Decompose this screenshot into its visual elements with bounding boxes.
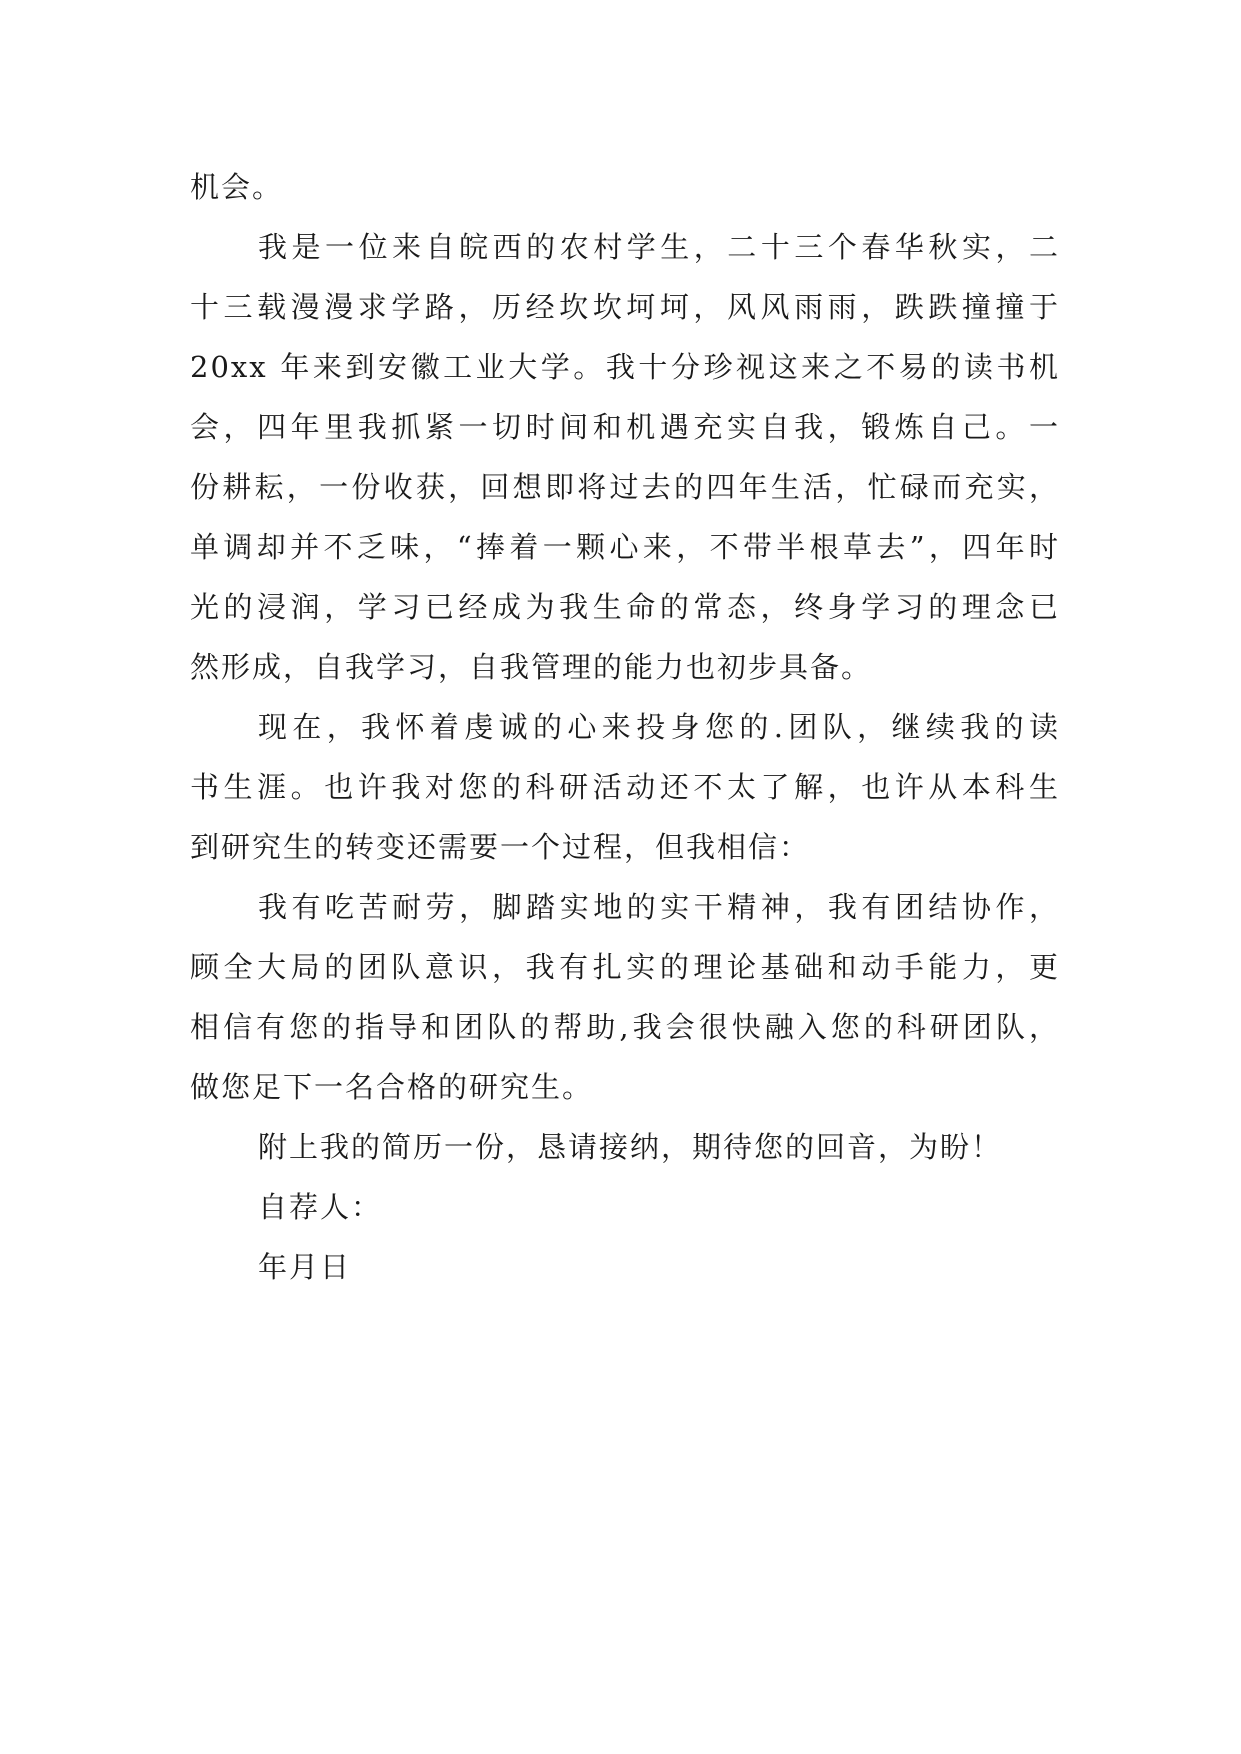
text-line: 机会。: [190, 170, 284, 204]
text-line: 会，四年里我抓紧一切时间和机遇充实自我，锻炼自己。一: [190, 410, 1060, 444]
date-label: 年月日: [258, 1250, 352, 1284]
text-line: 相信有您的指导和团队的帮助,我会很快融入您的科研团队，: [190, 1010, 1060, 1044]
text-line: 书生涯。也许我对您的科研活动还不太了解，也许从本科生: [190, 770, 1060, 804]
text-line: 份耕耘，一份收获，回想即将过去的四年生活，忙碌而充实，: [190, 470, 1060, 504]
text-line: 做您足下一名合格的研究生。: [190, 1070, 594, 1104]
text-line: 现在，我怀着虔诚的心来投身您的.团队，继续我的读: [258, 710, 1060, 744]
text-line: 光的浸润，学习已经成为我生命的常态，终身学习的理念已: [190, 590, 1060, 624]
text-line: 十三载漫漫求学路，历经坎坎坷坷，风风雨雨，跌跌撞撞于: [190, 290, 1060, 324]
text-line: 20xx 年来到安徽工业大学。我十分珍视这来之不易的读书机: [190, 350, 1060, 384]
text-line: 我有吃苦耐劳，脚踏实地的实干精神，我有团结协作，: [258, 890, 1060, 924]
text-line: 单调却并不乏味，“捧着一颗心来，不带半根草去”，四年时: [190, 530, 1060, 564]
text-line: 附上我的简历一份，恳请接纳，期待您的回音，为盼！: [258, 1130, 1003, 1164]
signature-label: 自荐人：: [258, 1190, 383, 1224]
text-line: 到研究生的转变还需要一个过程，但我相信：: [190, 830, 811, 864]
letter-body: [190, 157, 1060, 1297]
text-line: 我是一位来自皖西的农村学生，二十三个春华秋实，二: [258, 230, 1060, 264]
text-line: 顾全大局的团队意识，我有扎实的理论基础和动手能力，更: [190, 950, 1060, 984]
text-line: 然形成，自我学习，自我管理的能力也初步具备。: [190, 650, 873, 684]
